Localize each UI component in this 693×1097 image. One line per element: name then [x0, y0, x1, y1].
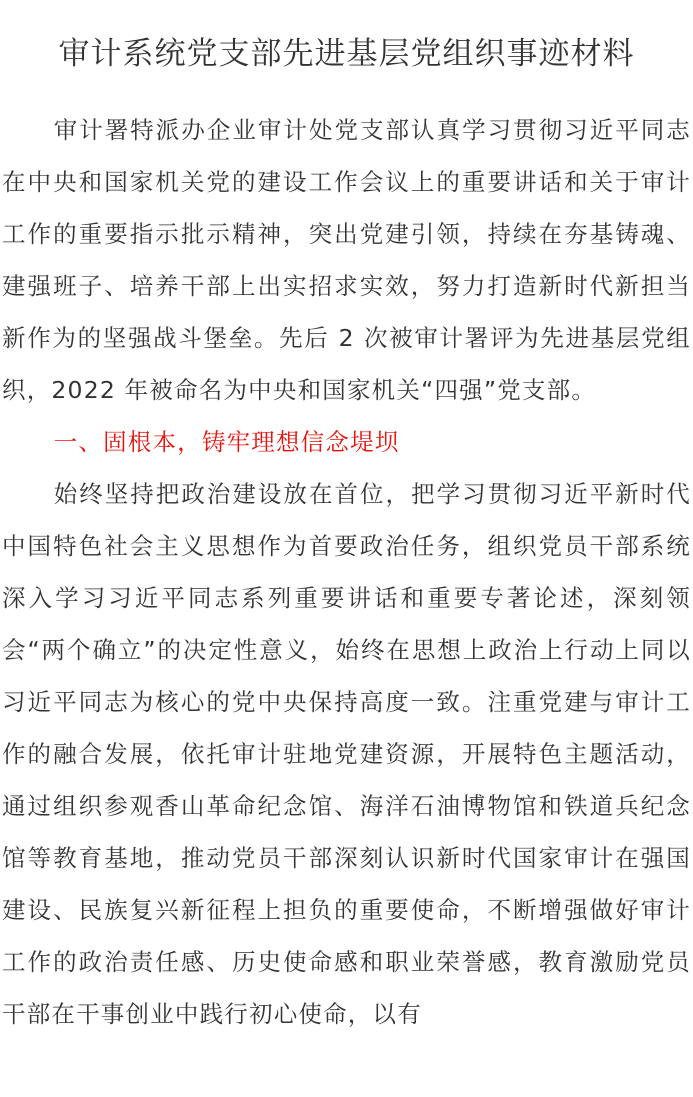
section-heading: 一、固根本，铸牢理想信念堤坝: [53, 428, 400, 456]
intro-paragraph: 审计署特派办企业审计处党支部认真学习贯彻习近平同志在中央和国家机关党的建设工作会议上的重要讲话和关于审计工作的重要指示批示精神，突出党建引领，持续在夯基铸魂、建强班子、培养干部上出实招求实效，努力打造新时代新担当新作为的坚强战斗堡垒。先后 2 次被审计署评为先进基层党组织，2022 年被命名为中央和国家机关“四强”党支部。: [2, 116, 691, 404]
document-title: 审计系统党支部先进基层党组织事迹材料: [58, 36, 635, 72]
document-body: [2, 104, 691, 1040]
section-paragraph: 始终坚持把政治建设放在首位，把学习贯彻习近平新时代中国特色社会主义思想作为首要政治任务，组织党员干部系统深入学习习近平同志系列重要讲话和重要专著论述，深刻领会“两个确立”的决定性意义，始终在思想上政治上行动上同以习近平同志为核心的党中央保持高度一致。注重党建与审计工作的融合发展，依托审计驻地党建资源，开展特色主题活动，通过组织参观香山革命纪念馆、海洋石油博物馆和铁道兵纪念馆等教育基地，推动党员干部深刻认识新时代国家审计在强国建设、民族复兴新征程上担负的重要使命，不断增强做好审计工作的政治责任感、历史使命感和职业荣誉感，教育激励党员干部在干事创业中践行初心使命，以有: [2, 480, 691, 1028]
